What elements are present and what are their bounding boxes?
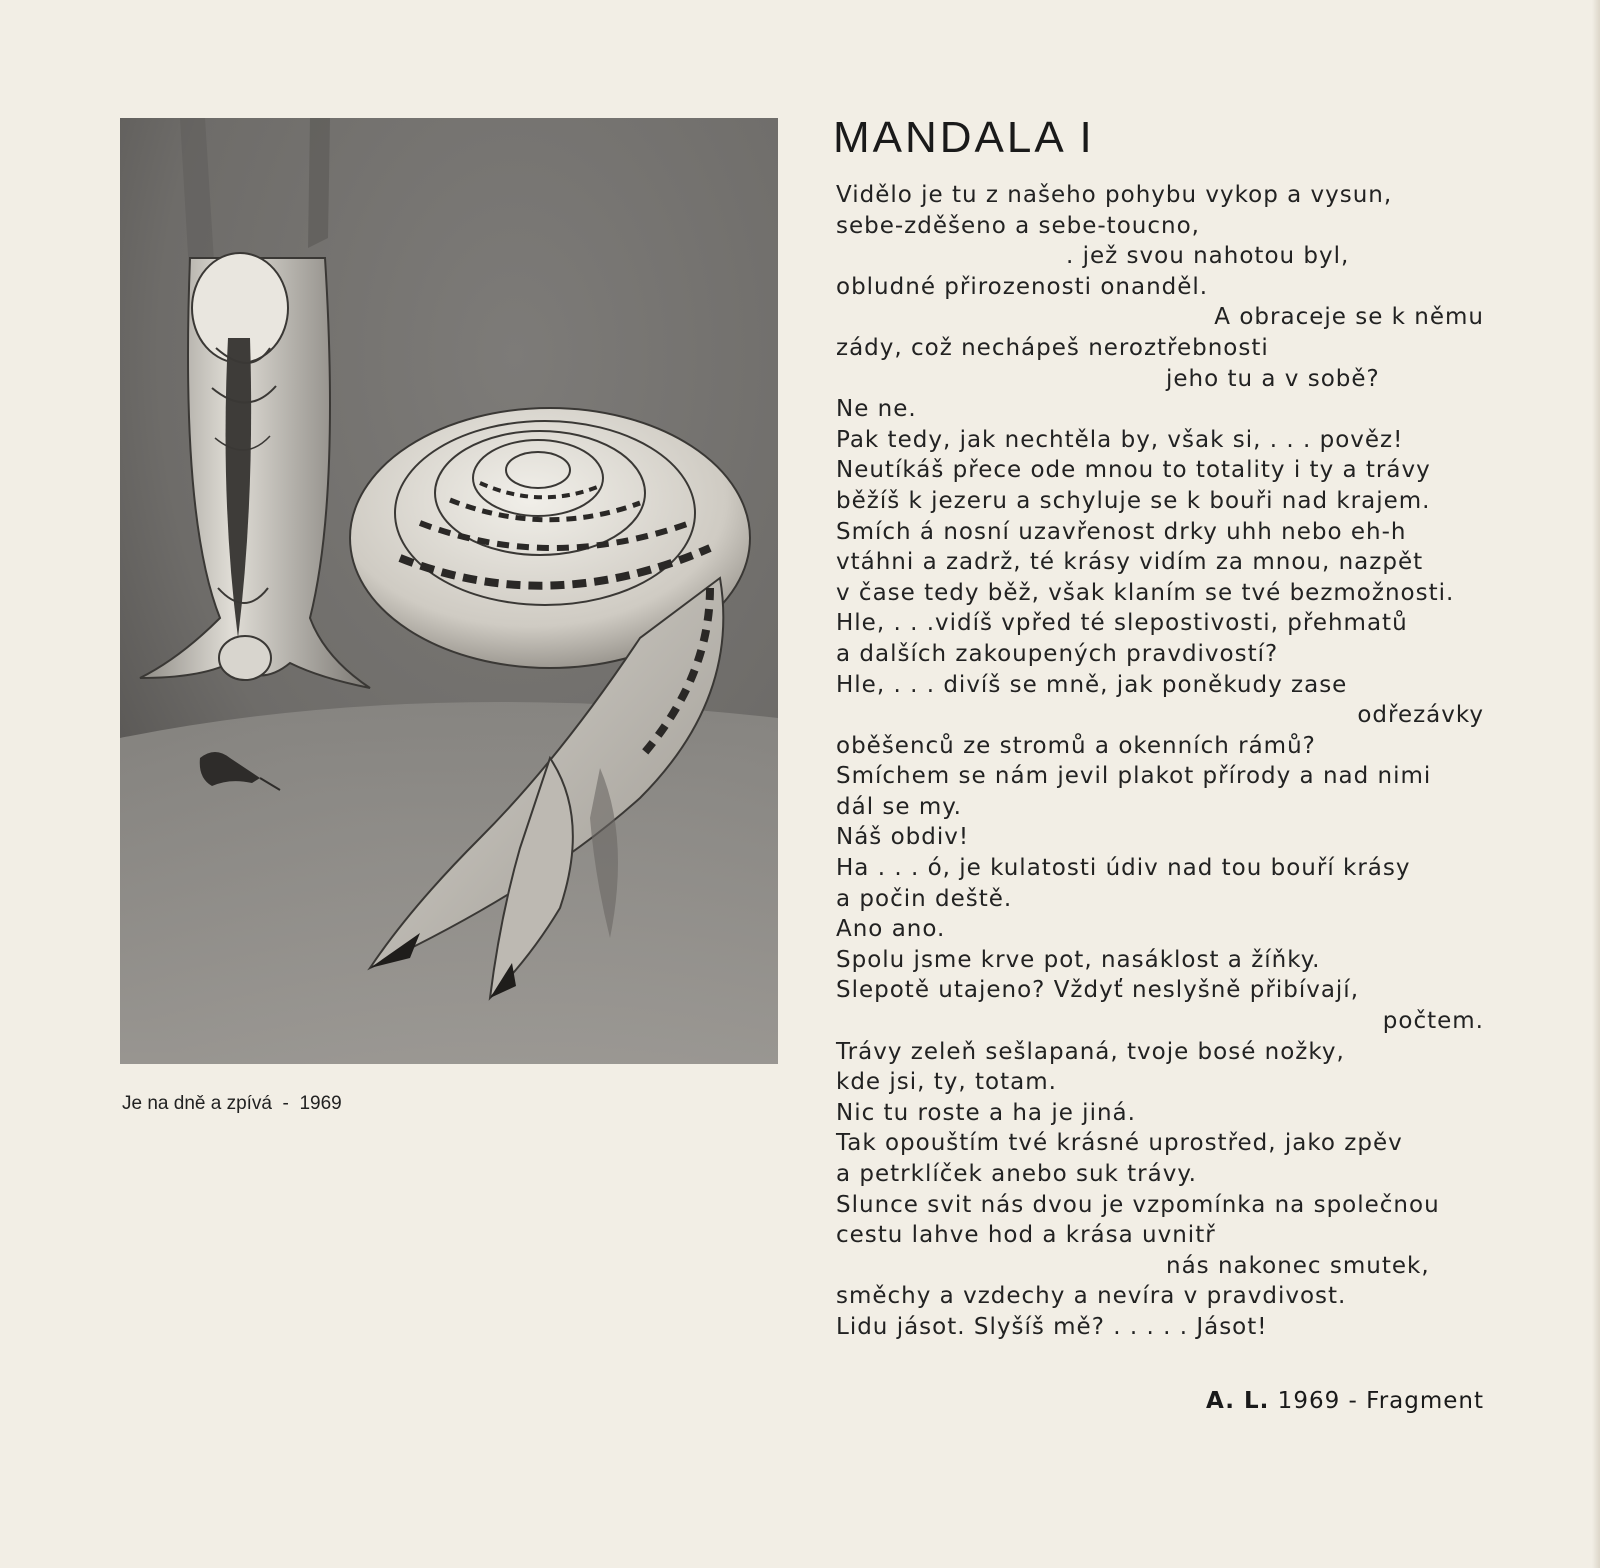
artwork-caption: Je na dně a zpívá - 1969: [122, 1093, 342, 1114]
poem-line: A obraceje se k němu: [1214, 304, 1484, 331]
poem-line: Smíchem se nám jevil plakot přírody a nad nimi: [836, 763, 1432, 790]
poem-line: kde jsi, ty, totam.: [836, 1069, 1057, 1096]
poem-line: směchy a vzdechy a nevíra v pravdivost.: [836, 1283, 1347, 1310]
poem-line: oběšenců ze stromů a okenních rámů?: [836, 732, 1316, 759]
poem-line: nás nakonec smutek,: [1166, 1252, 1430, 1279]
poem-line: Neutíkáš přece ode mnou to totality i ty a trávy: [836, 457, 1431, 484]
poem-line: Slepotě utajeno? Vždyť neslyšně přibívají,: [836, 977, 1360, 1004]
poem-line: Hle, . . . divíš se mně, jak poněkudy zase: [836, 671, 1348, 698]
poem-line: a počin deště.: [836, 885, 1013, 912]
page-edge: [1592, 0, 1600, 1568]
poem-line: Lidu jásot. Slyšíš mě? . . . . . Jásot!: [836, 1313, 1268, 1340]
poem-line: Náš obdiv!: [836, 824, 970, 851]
poem-line: a petrklíček anebo suk trávy.: [836, 1161, 1197, 1187]
poem-line: běžíš k jezeru a schyluje se k bouři nad krajem.: [836, 487, 1431, 514]
poem-line: Ha . . . ó, je kulatosti údiv nad tou bouří krásy: [836, 855, 1411, 882]
poem-line: . jež svou nahotou byl,: [1066, 243, 1350, 270]
poem-line: Ano ano.: [836, 916, 946, 943]
poem-line: Spolu jsme krve pot, nasáklost a žíňky.: [836, 946, 1321, 973]
poem-line: Smích á nosní uzavřenost drky uhh nebo eh-h: [836, 518, 1407, 545]
poem-line: Hle, . . .vidíš vpřed té slepostivosti, přehmatů: [836, 610, 1408, 637]
artwork-svg: [120, 118, 778, 1064]
poem-line: Trávy zeleň sešlapaná, tvoje bosé nožky,: [836, 1038, 1345, 1065]
poem-line: počtem.: [1382, 1008, 1484, 1035]
poem-line: cestu lahve hod a krása uvnitř: [836, 1222, 1216, 1249]
signature-year-note: 1969 - Fragment: [1269, 1388, 1484, 1414]
poem-line: Slunce svit nás dvou je vzpomínka na společnou: [836, 1191, 1440, 1218]
poem-line: jeho tu a v sobě?: [1166, 365, 1380, 392]
poem-line: Nic tu roste a ha je jiná.: [836, 1099, 1136, 1126]
poem-title: MANDALA I: [833, 113, 1095, 162]
poem-line: Tak opouštím tvé krásné uprostřed, jako zpěv: [836, 1130, 1403, 1157]
poem-line: sebe-zděšeno a sebe-toucno,: [836, 212, 1200, 239]
poem-line: zády, což nechápeš neroztřebnosti: [836, 334, 1269, 361]
poem-line: Ne ne.: [836, 396, 917, 423]
poem-line: v čase tedy běž, však klaním se tvé bezmožnosti.: [836, 579, 1455, 606]
poem-signature: [836, 1388, 1484, 1414]
poem-line: a dalších zakoupených pravdivostí?: [836, 640, 1279, 667]
poem-line: odřezávky: [1357, 702, 1484, 729]
signature-initials: A. L.: [1206, 1388, 1270, 1414]
poem-line: Vidělo je tu z našeho pohybu vykop a vysun,: [836, 182, 1393, 208]
poem-line: dál se my.: [836, 793, 962, 820]
poem-line: obludné přirozenosti onanděl.: [836, 273, 1209, 300]
poem-line: Pak tedy, jak nechtěla by, však si, . . . pověz!: [836, 426, 1404, 453]
artwork-illustration: [120, 118, 778, 1064]
poem-line: vtáhni a zadrž, té krásy vidím za mnou, nazpět: [836, 549, 1424, 576]
poem-body: [836, 180, 1484, 1343]
